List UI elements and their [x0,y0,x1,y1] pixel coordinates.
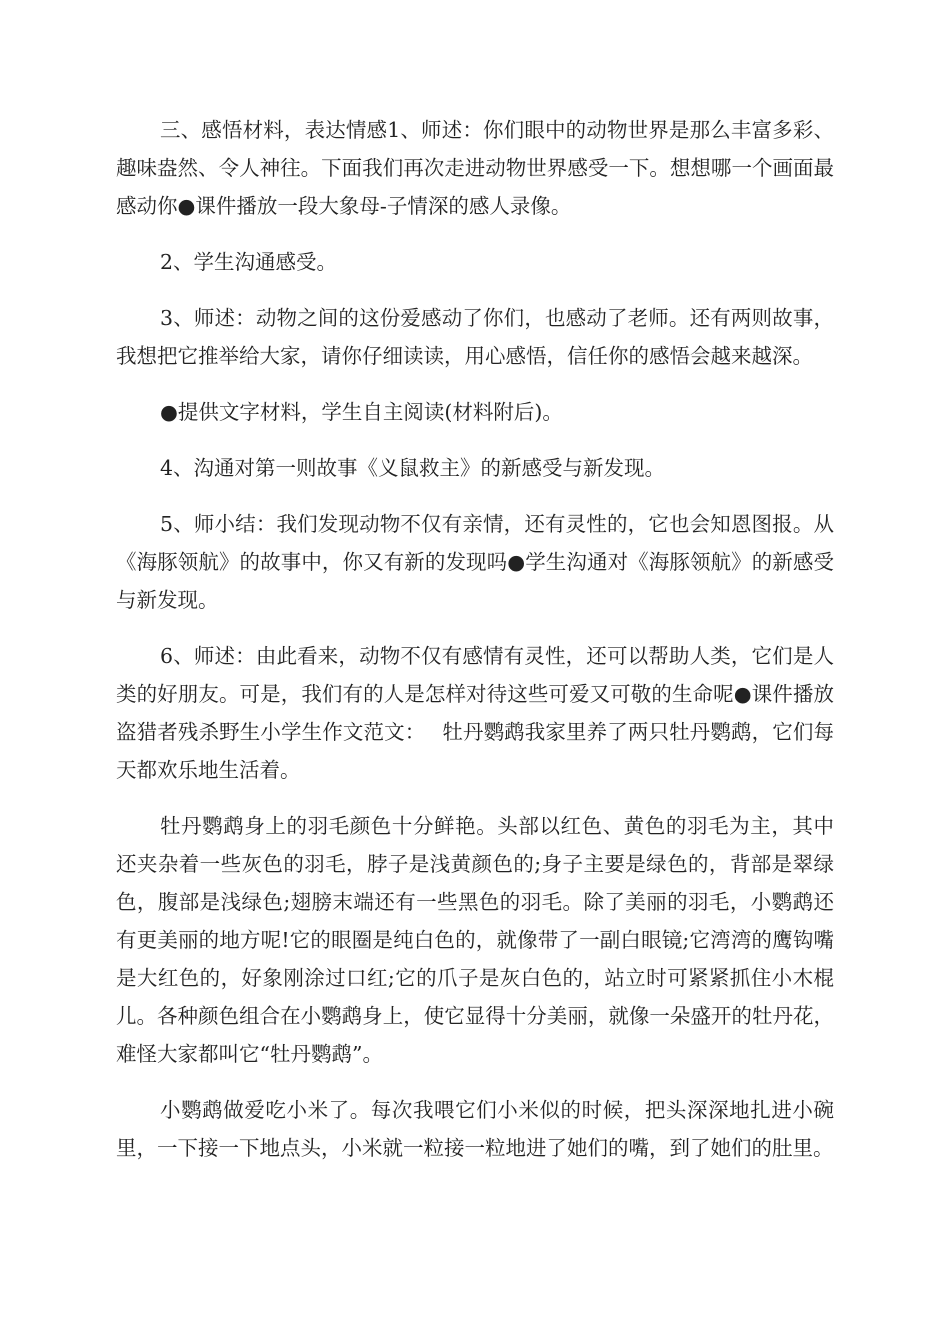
paragraph-6: 5、师小结：我们发现动物不仅有亲情，还有灵性的，它也会知恩图报。从《海豚领航》的故事中，你又有新的发现吗●学生沟通对《海豚领航》的新感受与新发现。 [116,512,834,612]
paragraph-1: 三、感悟材料，表达情感1、师述：你们眼中的动物世界是那么丰富多彩、趣味盎然、令人神往。下面我们再次走进动物世界感受一下。想想哪一个画面最感动你●课件播放一段大象母-子情深的感人录像。 [116,118,834,218]
paragraph-7: 6、师述：由此看来，动物不仅有感情有灵性，还可以帮助人类，它们是人类的好朋友。可是，我们有的人是怎样对待这些可爱又可敬的生命呢●课件播放盗猎者残杀野生小学生作文范文： 牡丹鹦鹉我家里养了两只牡丹鹦鹉，它们每天都欢乐地生活着。 [116,644,834,782]
paragraph-5: 4、沟通对第一则故事《义鼠救主》的新感受与新发现。 [160,456,666,480]
paragraph-2: 2、学生沟通感受。 [160,250,338,274]
document-body [116,111,834,1185]
paragraph-9: 小鹦鹉做爱吃小米了。每次我喂它们小米似的时候，把头深深地扎进小碗里，一下接一下地点头，小米就一粒接一粒地进了她们的嘴，到了她们的肚里。 [116,1098,834,1160]
paragraph-8: 牡丹鹦鹉身上的羽毛颜色十分鲜艳。头部以红色、黄色的羽毛为主，其中还夹杂着一些灰色的羽毛，脖子是浅黄颜色的;身子主要是绿色的，背部是翠绿色，腹部是浅绿色;翅膀末端还有一些黑色的羽毛。除了美丽的羽毛，小鹦鹉还有更美丽的地方呢!它的眼圈是纯白色的，就像带了一副白眼镜;它湾湾的鹰钩嘴是大红色的，好象刚涂过口红;它的爪子是灰白色的，站立时可紧紧抓住小木棍儿。各种颜色组合在小鹦鹉身上，使它显得十分美丽，就像一朵盛开的牡丹花，难怪大家都叫它“牡丹鹦鹉”。 [116,814,834,1066]
paragraph-4: ●提供文字材料，学生自主阅读(材料附后)。 [160,400,563,424]
paragraph-3: 3、师述：动物之间的这份爱感动了你们，也感动了老师。还有两则故事，我想把它推举给大家，请你仔细读读，用心感悟，信任你的感悟会越来越深。 [116,306,834,368]
